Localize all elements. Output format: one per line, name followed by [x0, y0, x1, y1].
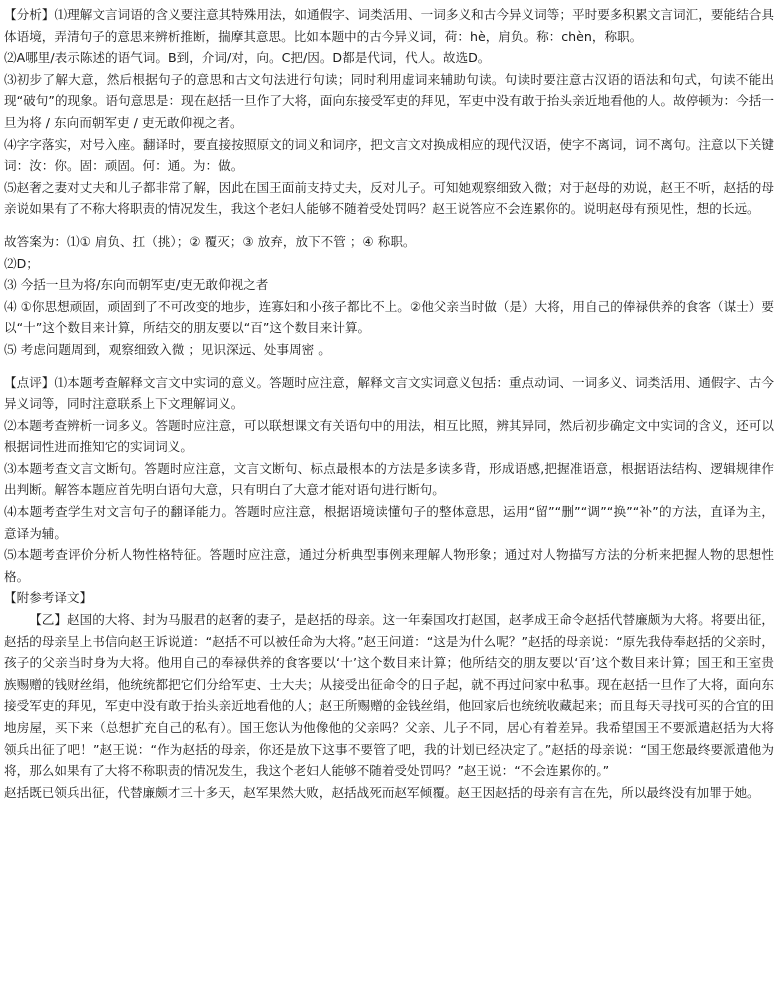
translation-paragraph: 赵括既已领兵出征，代替廉颇才三十多天，赵军果然大败，赵括战死而赵军倾覆。赵王因赵括的母亲有言在先，所以最终没有加罪于她。	[4, 784, 760, 800]
analysis-paragraph: ⑵A哪里/表示陈述的语气词。B到，介词/对，向。C把/因。D都是代词，代人。故选D。	[4, 50, 491, 66]
answer-line: ⑷ ①你思想顽固，顽固到了不可改变的地步，连寡妇和小孩子都比不上。②他父亲当时做（是）大将，用自己的俸禄供养的食客（谋士）要以“十”这个数目来计算，所结交的朋友要以“百”这个数目来计算。	[4, 298, 774, 336]
analysis-paragraph: ⑷字字落实，对号入座。翻译时，要直接按照原文的词义和词序，把文言文对换成相应的现代汉语，使字不离词，词不离句。注意以下关键词：汝：你。固：顽固。何：通。为：做。	[4, 136, 774, 174]
answer-line: 故答案为：⑴① 肩负、扛（挑）；② 覆灭；③ 放弃，放下不管 ；④ 称职。	[4, 233, 416, 249]
comment-paragraph: 【点评】⑴本题考查解释文言文中实词的意义。答题时应注意，解释文言文实词意义包括：重点动词、一词多义、词类活用、通假字、古今异义词等，同时注意联系上下文理解词义。	[4, 374, 774, 412]
analysis-paragraph: ⑸赵奢之妻对丈夫和儿子都非常了解，因此在国王面前支持丈夫，反对儿子。可知她观察细致入微；对于赵母的劝说，赵王不听，赵括的母亲说如果有了不称大将职责的情况发生，我这个老妇人能够不随着受处罚吗？赵王说答应不会连累你的。说明赵母有预见性，想的长远。	[4, 179, 774, 217]
comment-paragraph: ⑵本题考查辨析一词多义。答题时应注意，可以联想课文有关语句中的用法，相互比照，辨其异同，然后初步确定文中实词的含义，还可以根据词性进而推知它的实词词义。	[4, 417, 774, 455]
answer-line: ⑸ 考虑问题周到，观察细致入微 ；见识深远、处事周密 。	[4, 341, 331, 357]
answers-section	[4, 231, 774, 361]
translation-section	[4, 587, 774, 803]
comment-paragraph: ⑶本题考查文言文断句。答题时应注意，文言文断句、标点最根本的方法是多读多背，形成语感,把握准语意，根据语法结构、逻辑规律作出判断。解答本题应首先明白语句大意，只有明白了大意才能对语句进行断句。	[4, 460, 774, 498]
spacer	[4, 361, 774, 372]
analysis-paragraph: 【分析】⑴理解文言词语的含义要注意其特殊用法，如通假字、词类活用、一词多义和古今异义词等；平时要多积累文言词汇，要能结合具体语境，弄清句子的意思来辨析推断，揣摩其意思。比如本题中的古今异义词，荷：hè，肩负。称：chèn，称职。	[4, 7, 774, 44]
answer-line: ⑵D；	[4, 255, 39, 271]
translation-header: 【附参考译文】	[4, 590, 93, 606]
comment-paragraph: ⑸本题考查评价分析人物性格特征。答题时应注意，通过分析典型事例来理解人物形象；通过对人物描写方法的分析来把握人物的思想性格。	[4, 547, 774, 584]
comments-section	[4, 372, 774, 588]
analysis-section	[4, 4, 774, 220]
comment-paragraph: ⑷本题考查学生对文言句子的翻译能力。答题时应注意，根据语境读懂句子的整体意思，运用“留”“删”“调”“换”“补”的方法，直译为主，意译为辅。	[4, 504, 774, 541]
translation-paragraph: 【乙】赵国的大将、封为马服君的赵奢的妻子，是赵括的母亲。这一年秦国攻打赵国，赵孝成王命令赵括代替廉颇为大将。将要出征，赵括的母亲呈上书信向赵王诉说道：“赵括不可以被任命为大将。”赵王问道：“这是为什么呢？”赵括的母亲说：“原先我侍奉赵括的父亲时，孩子的父亲当时身为大将。他用自己的奉禄供养的食客要以‘十’这个数目来计算；他所结交的朋友要以‘百’这个数目来计算；国王和王室贵族赐赠的钱财丝绢，他统统都把它们分给军吏、士大夫；从接受出征命令的日子起，就不再过问家中私事。现在赵括一旦作了大将，面向东接受军吏的拜见，军吏中没有敢于抬头亲近地看他的人；赵王所赐赠的金钱丝绢，他回家后也统统收藏起来；而且每天寻找可买的合宜的田地房屋，买下来（总想扩充自己的私有）。国王您认为他像他的父亲吗？父亲、儿子不同，居心有着差异。我希望国王不要派遣赵括为大将领兵出征了吧！”赵王说：“作为赵括的母亲，你还是放下这事不要管了吧，我的计划已经决定了。”赵括的母亲说：“国王您最终要派遣他为将，那么如果有了大将不称职责的情况发生，我这个老妇人能够不随着受处罚吗？”赵王说：“不会连累你的。”	[4, 612, 774, 779]
spacer	[4, 220, 774, 231]
analysis-paragraph: ⑶初步了解大意，然后根据句子的意思和古文句法进行句读；同时利用虚词来辅助句读。句读时要注意古汉语的语法和句式，句读不能出现“破句”的现象。语句意思是：现在赵括一旦作了大将，面向东接受军吏的拜见，军吏中没有敢于抬头亲近地看他的人。故停顿为：今括一旦为将 / 东向而朝军吏 / 吏无敢仰视之者。	[4, 71, 774, 130]
answer-line: ⑶ 今括一旦为将/东向而朝军吏/吏无敢仰视之者	[4, 277, 269, 293]
